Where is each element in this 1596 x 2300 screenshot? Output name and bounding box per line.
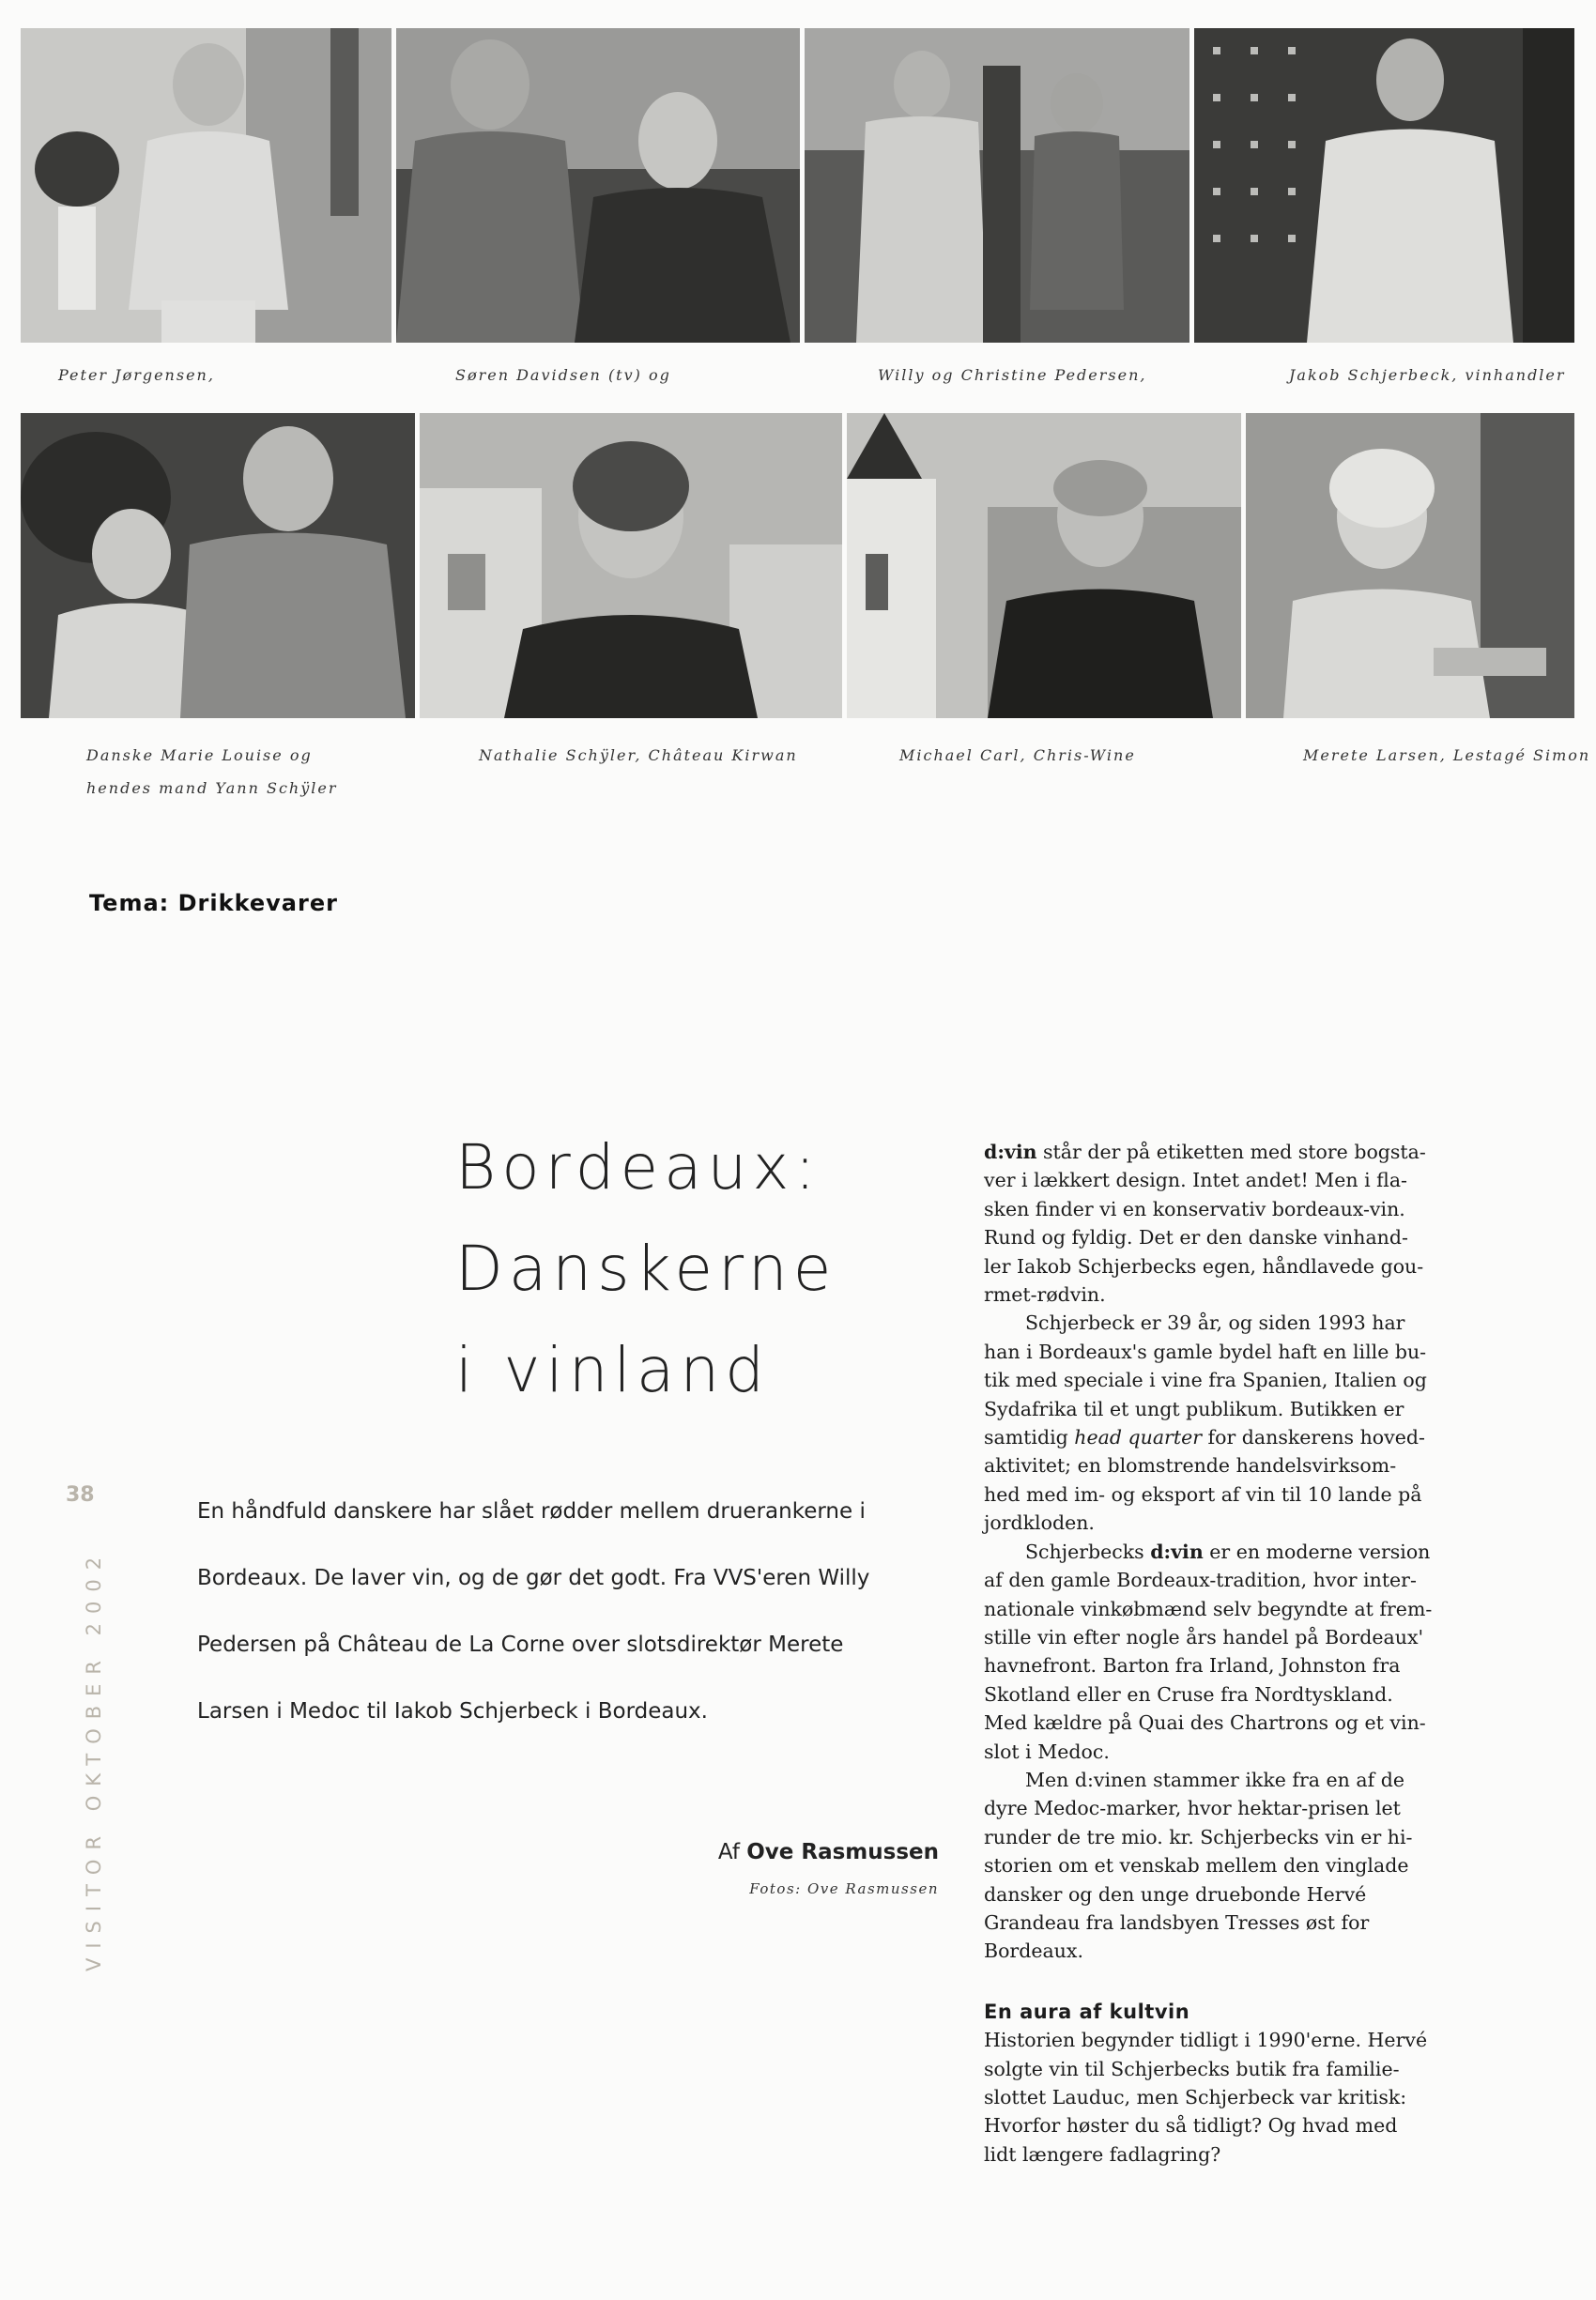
body-line: sken finder vi en konservativ bordeaux-vin. xyxy=(984,1197,1405,1220)
photo-merete-larsen xyxy=(1246,413,1574,718)
body-line: hed med im- og eksport af vin til 10 lande på xyxy=(984,1482,1422,1506)
photo-nathalie-schyler xyxy=(420,413,842,718)
body-paragraph-5 xyxy=(984,2026,1468,2169)
article-body xyxy=(984,1138,1468,2169)
photo-marie-louise-yann-schyler xyxy=(21,413,415,718)
brand-dvin: d:vin xyxy=(984,1141,1037,1163)
body-line: storien om et venskab mellem den vinglade xyxy=(984,1854,1409,1878)
photo-credit: Fotos: Ove Rasmussen xyxy=(749,1880,939,1897)
byline-prefix: Af xyxy=(717,1840,740,1864)
intro-line: Bordeaux. De laver vin, og de gør det godt. Fra VVS'eren Willy xyxy=(197,1566,870,1590)
body-line: for danskerens hoved- xyxy=(1202,1426,1425,1449)
body-line: tik med speciale i vine fra Spanien, Italien og xyxy=(984,1369,1427,1392)
photo-michael-carl xyxy=(847,413,1241,718)
headline-line: i vinland xyxy=(455,1334,771,1406)
body-line: lidt længere fadlagring? xyxy=(984,2142,1221,2166)
headline xyxy=(455,1117,981,1421)
body-line: solgte vin til Schjerbecks butik fra familie- xyxy=(984,2057,1400,2080)
body-line: aktivitet; en blomstrende handelsvirksom- xyxy=(984,1454,1397,1478)
body-line: havnefront. Barton fra Irland, Johnston fra xyxy=(984,1654,1401,1678)
body-line: nationale vinkøbmænd selv begyndte at frem- xyxy=(984,1597,1433,1620)
caption-michael-carl: Michael Carl, Chris-Wine xyxy=(899,746,1136,764)
body-line: han i Bordeaux's gamle bydel haft en lille bu- xyxy=(984,1340,1427,1363)
caption-marie-louise-line2: hendes mand Yann Schÿler xyxy=(86,779,338,797)
caption-marie-louise-line1: Danske Marie Louise og xyxy=(86,746,313,764)
photo-strip-top xyxy=(21,28,1574,343)
magazine-issue-label: VISITOR OKTOBER 2002 xyxy=(83,1547,105,1971)
body-line: slot i Medoc. xyxy=(984,1740,1110,1763)
body-line: samtidig xyxy=(984,1426,1075,1449)
body-line: Men d:vinen stammer ikke fra en af de xyxy=(1025,1768,1404,1791)
body-line: af den gamle Bordeaux-tradition, hvor inter- xyxy=(984,1569,1417,1592)
byline-author: Ove Rasmussen xyxy=(746,1840,939,1864)
photo-jakob-schjerbeck xyxy=(1194,28,1574,343)
intro-line: Larsen i Medoc til Iakob Schjerbeck i Bordeaux. xyxy=(197,1699,708,1724)
byline xyxy=(718,1840,939,1864)
italic-term: head quarter xyxy=(1074,1426,1203,1449)
brand-dvin: d:vin xyxy=(1150,1540,1204,1563)
intro-line: Pedersen på Château de La Corne over slotsdirektør Merete xyxy=(197,1633,844,1657)
body-line: Grandeau fra landsbyen Tresses øst for xyxy=(984,1910,1370,1934)
body-line: dyre Medoc-marker, hvor hektar-prisen let xyxy=(984,1797,1401,1820)
photo-willy-christine-pedersen xyxy=(805,28,1189,343)
body-line: Med kældre på Quai des Chartrons og et vin- xyxy=(984,1711,1426,1735)
body-line: ler Iakob Schjerbecks egen, håndlavede gou- xyxy=(984,1254,1424,1278)
body-line: runder de tre mio. kr. Schjerbecks vin er hi- xyxy=(984,1825,1413,1848)
body-line: Historien begynder tidligt i 1990'erne. Hervé xyxy=(984,2029,1428,2052)
subheading: En aura af kultvin xyxy=(984,2000,1190,2023)
caption-jakob-schjerbeck: Jakob Schjerbeck, vinhandler xyxy=(1289,366,1566,384)
body-line: Rund og fyldig. Det er den danske vinhand- xyxy=(984,1226,1408,1250)
headline-line: Bordeaux: xyxy=(455,1131,821,1204)
body-paragraph-1 xyxy=(984,1138,1468,1309)
body-line: Schjerbeck er 39 år, og siden 1993 har xyxy=(1025,1311,1405,1335)
caption-merete-larsen: Merete Larsen, Lestagé Simon xyxy=(1303,746,1591,764)
body-line: ver i lækkert design. Intet andet! Men i fla- xyxy=(984,1169,1407,1192)
body-line: slottet Lauduc, men Schjerbeck var kritisk: xyxy=(984,2086,1407,2108)
caption-willy-christine-pedersen: Willy og Christine Pedersen, xyxy=(878,366,1147,384)
body-line: stille vin efter nogle års handel på Bordeaux' xyxy=(984,1625,1424,1648)
intro-lede xyxy=(197,1479,948,1745)
body-line: Hvorfor høster du så tidligt? Og hvad med xyxy=(984,2114,1398,2138)
headline-line: Danskerne xyxy=(455,1233,837,1305)
body-line: Sydafrika til et ungt publikum. Butikken er xyxy=(984,1397,1404,1420)
photo-soren-davidsen xyxy=(396,28,800,343)
body-paragraph-4 xyxy=(984,1766,1468,1966)
body-line: Skotland eller en Cruse fra Nordtyskland. xyxy=(984,1682,1393,1706)
photo-strip-middle xyxy=(21,413,1574,718)
caption-soren-davidsen: Søren Davidsen (tv) og xyxy=(455,366,671,384)
body-line: dansker og den unge druebonde Hervé xyxy=(984,1882,1367,1906)
intro-line: En håndfuld danskere har slået rødder mellem druerankerne i xyxy=(197,1499,866,1524)
caption-peter-jorgensen: Peter Jørgensen, xyxy=(58,366,215,384)
section-label: Tema: Drikkevarer xyxy=(89,890,338,916)
body-line: Schjerbecks xyxy=(1025,1540,1151,1563)
body-line: rmet-rødvin. xyxy=(984,1283,1106,1307)
body-line: jordkloden. xyxy=(984,1511,1095,1535)
body-paragraph-3 xyxy=(984,1538,1468,1766)
body-paragraph-2 xyxy=(984,1309,1468,1537)
body-line: Bordeaux. xyxy=(984,1940,1083,1963)
photo-peter-jorgensen xyxy=(21,28,391,343)
body-line: er en moderne version xyxy=(1203,1540,1431,1563)
body-line: står der på etiketten med store bogsta- xyxy=(1036,1141,1426,1163)
page-number: 38 xyxy=(66,1483,95,1507)
caption-nathalie-schyler: Nathalie Schÿler, Château Kirwan xyxy=(479,746,798,764)
